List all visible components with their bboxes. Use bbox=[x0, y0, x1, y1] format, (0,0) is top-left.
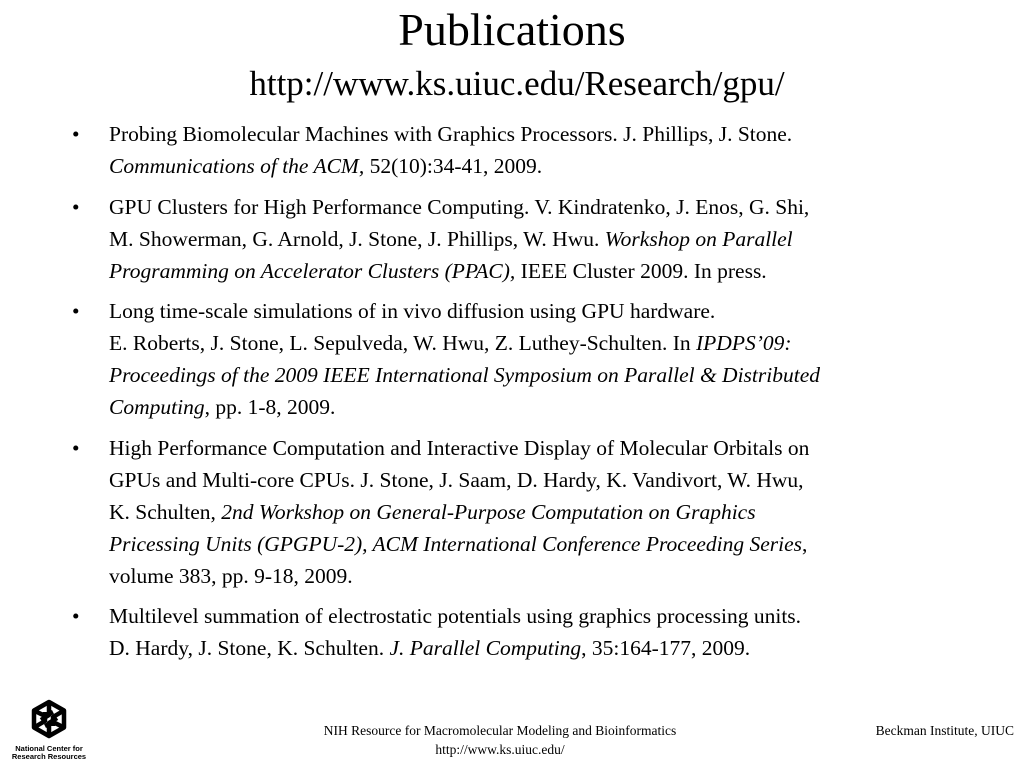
bullet: • bbox=[72, 122, 80, 146]
publication-title: Long time-scale simulations of in vivo diffusion using GPU hardware. bbox=[109, 299, 716, 323]
publication-authors-line bbox=[109, 496, 972, 528]
bullet: • bbox=[72, 194, 80, 219]
publication-item bbox=[72, 432, 972, 592]
publication-details: , 35:164-177, 2009. bbox=[581, 636, 751, 660]
publication-venue: Communications of the ACM, bbox=[109, 154, 365, 178]
publication-venue-line bbox=[109, 359, 972, 391]
bullet: • bbox=[72, 604, 80, 628]
slide-subtitle-url: http://www.ks.uiuc.edu/Research/gpu/ bbox=[249, 64, 785, 103]
ncrr-emblem-icon bbox=[11, 698, 87, 744]
publication-citation bbox=[109, 150, 972, 182]
publication-authors: K. Schulten, bbox=[109, 499, 222, 524]
publication-citation bbox=[109, 632, 972, 664]
footer-url: http://www.ks.uiuc.edu/ bbox=[435, 742, 565, 757]
footer-resource-name: NIH Resource for Macromolecular Modeling and Bioinformatics bbox=[323, 723, 677, 738]
publication-title: High Performance Computation and Interactive Display of Molecular Orbitals on bbox=[109, 435, 810, 460]
publication-item bbox=[72, 600, 972, 664]
publication-venue: Computing bbox=[109, 395, 205, 419]
publication-details: IEEE Cluster 2009. In press. bbox=[515, 258, 767, 283]
publication-authors: D. Hardy, J. Stone, K. Schulten. bbox=[109, 636, 390, 660]
publication-details: 52(10):34-41, 2009. bbox=[364, 154, 543, 178]
publication-item bbox=[72, 191, 972, 287]
publication-citation: volume 383, pp. 9-18, 2009. bbox=[109, 563, 353, 588]
footer-center bbox=[290, 721, 710, 759]
publication-details: , pp. 1-8, 2009. bbox=[204, 395, 336, 419]
bullet: • bbox=[72, 435, 80, 460]
publication-authors: M. Showerman, G. Arnold, J. Stone, J. Phillips, W. Hwu. bbox=[109, 226, 605, 251]
publication-citation bbox=[109, 255, 972, 287]
publication-venue: Programming on Accelerator Clusters (PPAC), bbox=[109, 258, 516, 283]
publication-venue: J. Parallel Computing bbox=[389, 636, 582, 660]
publication-title-authors: GPUs and Multi-core CPUs. J. Stone, J. Saam, D. Hardy, K. Vandivort, W. Hwu, bbox=[109, 467, 804, 492]
publication-citation bbox=[109, 391, 972, 423]
publication-details: , bbox=[802, 531, 808, 556]
publication-title: Multilevel summation of electrostatic potentials using graphics processing units. bbox=[109, 604, 802, 628]
bullet: • bbox=[72, 299, 80, 323]
publication-title-authors: GPU Clusters for High Performance Computing. V. Kindratenko, J. Enos, G. Shi, bbox=[109, 194, 810, 219]
publication-venue: Proceedings of the 2009 IEEE International Symposium on Parallel & Distributed bbox=[109, 363, 821, 387]
publication-title-authors: Probing Biomolecular Machines with Graphics Processors. J. Phillips, J. Stone. bbox=[109, 122, 793, 146]
publication-item bbox=[72, 295, 972, 423]
publication-authors: E. Roberts, J. Stone, L. Sepulveda, W. Hwu, Z. Luthey-Schulten. In bbox=[109, 331, 696, 355]
publication-venue: IPDPS’09: bbox=[696, 331, 792, 355]
publication-venue-line bbox=[109, 528, 972, 560]
publication-venue: Pricessing Units (GPGPU-2), ACM International Conference Proceeding Series bbox=[109, 531, 803, 556]
publication-venue: 2nd Workshop on General-Purpose Computation on Graphics bbox=[221, 499, 756, 524]
slide-title: Publications bbox=[398, 4, 626, 55]
publication-authors-line bbox=[109, 223, 972, 255]
footer-institution: Beckman Institute, UIUC bbox=[875, 723, 1014, 738]
publication-item bbox=[72, 118, 972, 182]
ncrr-logo-text: National Center for Research Resources bbox=[11, 744, 87, 761]
publication-venue: Workshop on Parallel bbox=[604, 226, 793, 251]
ncrr-logo bbox=[11, 698, 87, 762]
publication-authors-line bbox=[109, 327, 972, 359]
publication-list bbox=[72, 118, 972, 673]
